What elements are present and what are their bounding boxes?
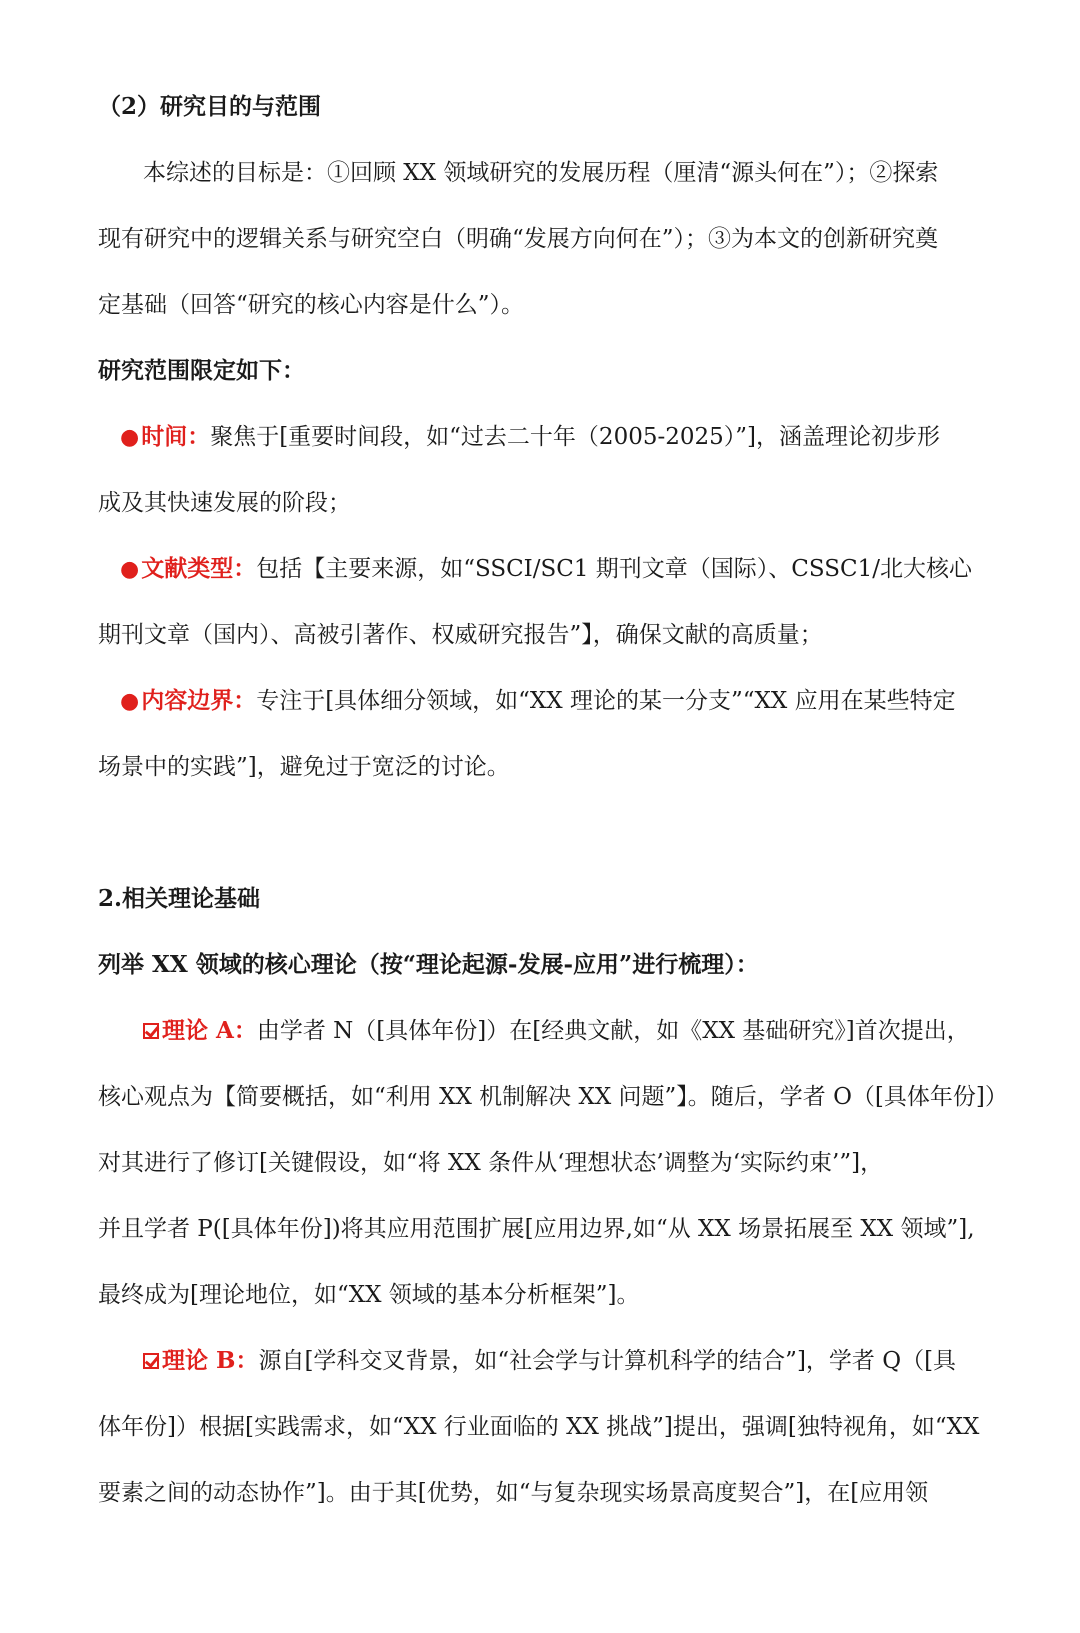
scope-item-label: 文献类型： [141,555,257,582]
scope-item-text-cont: 成及其快速发展的阶段； [98,490,351,516]
theory-intro: 列举 XX 领域的核心理论（按“理论起源-发展-应用”进行梳理）： [98,951,759,978]
scope-item-label: 内容边界： [141,687,257,714]
objective-paragraph-line: 现有研究中的逻辑关系与研究空白（明确“发展方向何在”）；③为本文的创新研究奠 [98,226,939,252]
red-bullet-icon: ● [120,557,140,582]
theory-b-line: 要素之间的动态协作”]。由于其[优势，如“与复杂现实场景高度契合”]，在[应用领 [98,1480,929,1506]
theory-b-first-line [143,1346,956,1376]
scope-item-label: 时间： [141,423,211,450]
scope-item-literature [120,554,972,585]
theory-b-line: 体年份]）根据[实践需求，如“XX 行业面临的 XX 挑战”]提出，强调[独特视角，如“XX [98,1414,980,1440]
scope-item-text: 专注于[具体细分领域，如“XX 理论的某一分支”“XX 应用在某些特定 [256,688,956,714]
objective-paragraph-line: 定基础（回答“研究的核心内容是什么”）。 [98,292,525,318]
scope-heading: 研究范围限定如下： [98,357,305,384]
scope-item-time [120,422,940,453]
red-bullet-icon: ● [120,425,140,450]
scope-item-content [120,686,956,717]
theory-a-first-line [143,1016,970,1046]
scope-item-text-cont: 场景中的实践”]，避免过于宽泛的讨论。 [98,754,510,780]
theory-heading: 2.相关理论基础 [98,885,261,912]
red-checkbox-icon [143,1353,159,1369]
theory-a-line: 核心观点为【简要概括，如“利用 XX 机制解决 XX 问题”】。随后，学者 O（[具体年份]） [98,1084,1008,1110]
theory-a-line: 对其进行了修订[关键假设，如“将 XX 条件从‘理想状态’调整为‘实际约束’”]， [98,1150,884,1176]
section-heading: （2）研究目的与范围 [98,93,322,120]
scope-item-text-cont: 期刊文章（国内）、高被引著作、权威研究报告”】，确保文献的高质量； [98,622,823,648]
theory-a-line: 并且学者 P([具体年份])将其应用范围扩展[应用边界,如“从 XX 场景拓展至 XX 领域”], [98,1216,975,1242]
theory-a-line: 最终成为[理论地位，如“XX 领域的基本分析框架”]。 [98,1282,640,1308]
theory-b-text: 源自[学科交叉背景，如“社会学与计算机科学的结合”]，学者 Q（[具 [258,1348,957,1374]
theory-b-label: 理论 B： [162,1347,259,1374]
theory-a-label: 理论 A： [162,1017,257,1044]
scope-item-text: 聚焦于[重要时间段，如“过去二十年（2005-2025）”]，涵盖理论初步形 [210,424,941,450]
theory-a-text: 由学者 N（[具体年份]）在[经典文献，如《XX 基础研究》]首次提出， [256,1018,970,1044]
objective-paragraph-line: 本综述的目标是：①回顾 XX 领域研究的发展历程（厘清“源头何在”）；②探索 [143,160,939,186]
red-bullet-icon: ● [120,689,140,714]
scope-item-text: 包括【主要来源，如“SSCI/SC1 期刊文章（国际）、CSSC1/北大核心 [256,556,972,582]
red-checkbox-icon [143,1023,159,1039]
